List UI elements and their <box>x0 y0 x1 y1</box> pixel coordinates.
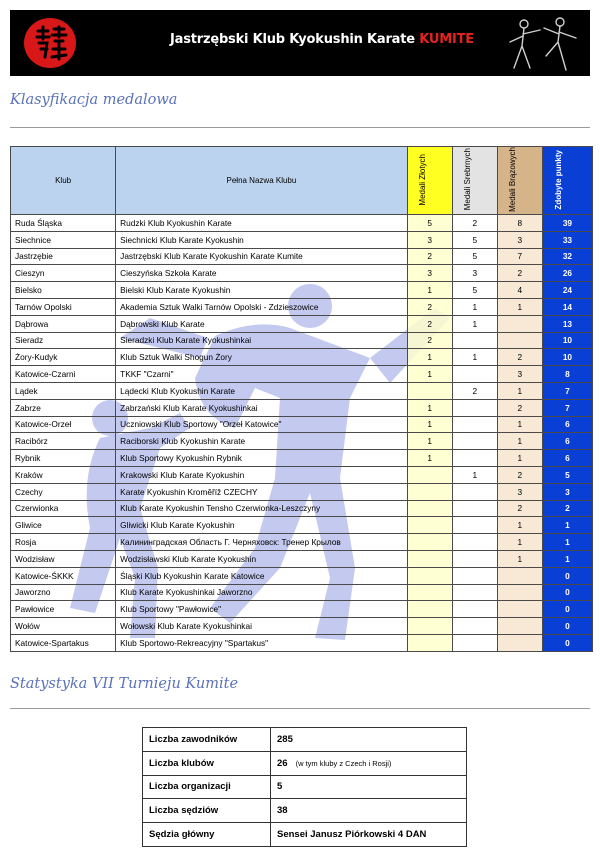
cell-club: Jastrzębie <box>11 248 116 265</box>
cell-bronze: 8 <box>497 215 542 232</box>
cell-club: Katowice-Czarni <box>11 366 116 383</box>
table-row <box>11 215 593 232</box>
cell-bronze <box>497 584 542 601</box>
cell-gold <box>407 517 452 534</box>
cell-bronze <box>497 332 542 349</box>
cell-club: Katowice-ŚKKK <box>11 567 116 584</box>
cell-full-name: Gliwicki Klub Karate Kyokushin <box>116 517 408 534</box>
stats-value: Sensei Janusz Piórkowski 4 DAN <box>277 829 427 841</box>
cell-full-name: Klub Sztuk Walki Shogun Żory <box>116 349 408 366</box>
cell-points: 24 <box>542 282 592 299</box>
table-row <box>11 416 593 433</box>
cell-silver <box>452 601 497 618</box>
cell-full-name: Lądecki Klub Kyokushin Karate <box>116 382 408 399</box>
table-row <box>11 315 593 332</box>
stats-row <box>143 799 467 823</box>
table-row <box>11 550 593 567</box>
table-row <box>11 618 593 635</box>
column-header-silver <box>452 147 497 215</box>
cell-bronze: 3 <box>497 231 542 248</box>
table-row <box>11 567 593 584</box>
cell-silver <box>452 584 497 601</box>
table-row <box>11 282 593 299</box>
cell-silver: 2 <box>452 215 497 232</box>
cell-gold: 1 <box>407 366 452 383</box>
cell-points: 6 <box>542 433 592 450</box>
cell-bronze: 1 <box>497 450 542 467</box>
table-row <box>11 601 593 618</box>
cell-points: 8 <box>542 366 592 383</box>
medal-table-header-row <box>11 147 593 215</box>
kyokushin-logo-icon <box>24 18 76 68</box>
column-header-points-label: Zdobyte punkty <box>554 149 564 210</box>
cell-full-name: Wodzisławski Klub Karate Kyokushin <box>116 550 408 567</box>
cell-bronze: 1 <box>497 298 542 315</box>
stats-label: Liczba sędziów <box>143 799 271 823</box>
cell-gold <box>407 534 452 551</box>
cell-full-name: TKKF "Czarni" <box>116 366 408 383</box>
cell-full-name: Zabrzański Klub Karate Kyokushinkai <box>116 399 408 416</box>
cell-gold: 3 <box>407 231 452 248</box>
section-divider <box>10 127 590 128</box>
cell-club: Katowice-Spartakus <box>11 634 116 651</box>
cell-silver <box>452 550 497 567</box>
medal-table-body <box>11 215 593 652</box>
cell-bronze <box>497 618 542 635</box>
table-row <box>11 450 593 467</box>
table-row <box>11 298 593 315</box>
cell-points: 1 <box>542 534 592 551</box>
cell-club: Wodzisław <box>11 550 116 567</box>
cell-full-name: Uczniowski Klub Sportowy "Orzeł Katowice" <box>116 416 408 433</box>
cell-gold: 1 <box>407 450 452 467</box>
cell-full-name: Rudzki Klub Kyokushin Karate <box>116 215 408 232</box>
stats-row <box>143 751 467 775</box>
cell-silver: 1 <box>452 466 497 483</box>
cell-bronze <box>497 567 542 584</box>
cell-bronze <box>497 634 542 651</box>
cell-club: Jaworzno <box>11 584 116 601</box>
cell-silver: 5 <box>452 282 497 299</box>
cell-gold <box>407 382 452 399</box>
cell-silver <box>452 399 497 416</box>
stats-row <box>143 823 467 847</box>
cell-bronze: 1 <box>497 517 542 534</box>
cell-full-name: Siechnicki Klub Karate Kyokushin <box>116 231 408 248</box>
cell-club: Pawłowice <box>11 601 116 618</box>
cell-silver: 1 <box>452 298 497 315</box>
stats-label: Liczba organizacji <box>143 775 271 799</box>
kanji-logo-glyph <box>30 23 70 63</box>
stats-value: 5 <box>277 781 283 793</box>
cell-club: Gliwice <box>11 517 116 534</box>
column-header-points <box>542 147 592 215</box>
table-row <box>11 399 593 416</box>
table-row <box>11 382 593 399</box>
cell-points: 13 <box>542 315 592 332</box>
stats-note: (w tym kluby z Czech i Rosji) <box>295 758 392 768</box>
cell-silver <box>452 534 497 551</box>
cell-silver <box>452 567 497 584</box>
stats-label: Liczba zawodników <box>143 728 271 752</box>
cell-silver: 5 <box>452 248 497 265</box>
cell-points: 10 <box>542 332 592 349</box>
cell-silver <box>452 618 497 635</box>
cell-points: 0 <box>542 584 592 601</box>
cell-gold: 1 <box>407 282 452 299</box>
cell-bronze: 1 <box>497 550 542 567</box>
table-row <box>11 466 593 483</box>
cell-bronze <box>497 601 542 618</box>
cell-points: 14 <box>542 298 592 315</box>
cell-club: Cieszyn <box>11 265 116 282</box>
table-row <box>11 248 593 265</box>
cell-gold <box>407 634 452 651</box>
stats-row <box>143 728 467 752</box>
cell-bronze: 1 <box>497 433 542 450</box>
column-header-gold <box>407 147 452 215</box>
cell-bronze: 7 <box>497 248 542 265</box>
cell-points: 2 <box>542 500 592 517</box>
cell-bronze: 2 <box>497 349 542 366</box>
cell-club: Tarnów Opolski <box>11 298 116 315</box>
stats-value: 285 <box>277 733 293 745</box>
cell-points: 0 <box>542 601 592 618</box>
fighters-silhouette-icon <box>500 12 584 74</box>
cell-points: 6 <box>542 416 592 433</box>
cell-full-name: Klub Sportowy "Pawłowice" <box>116 601 408 618</box>
table-row <box>11 584 593 601</box>
table-row <box>11 517 593 534</box>
banner-title-accent: KUMITE <box>419 32 474 47</box>
cell-full-name: Śląski Klub Kyokushin Karate Katowice <box>116 567 408 584</box>
cell-full-name: Klub Sportowy Kyokushin Rybnik <box>116 450 408 467</box>
cell-full-name: Klub Karate Kyokushin Tensho Czerwionka-Leszczyny <box>116 500 408 517</box>
cell-bronze: 2 <box>497 265 542 282</box>
column-header-silver-label: Medali Srebrnych <box>462 148 472 211</box>
cell-club: Rosja <box>11 534 116 551</box>
header-banner <box>10 10 590 76</box>
table-row <box>11 332 593 349</box>
table-row <box>11 534 593 551</box>
cell-gold: 5 <box>407 215 452 232</box>
cell-gold: 3 <box>407 265 452 282</box>
cell-club: Dąbrowa <box>11 315 116 332</box>
cell-gold <box>407 584 452 601</box>
medal-table <box>10 146 593 652</box>
cell-bronze: 1 <box>497 382 542 399</box>
table-row <box>11 265 593 282</box>
cell-points: 33 <box>542 231 592 248</box>
cell-gold: 1 <box>407 399 452 416</box>
table-row <box>11 366 593 383</box>
table-row <box>11 483 593 500</box>
cell-full-name: Raciborski Klub Kyokushin Karate <box>116 433 408 450</box>
cell-gold <box>407 483 452 500</box>
cell-club: Ruda Śląska <box>11 215 116 232</box>
cell-full-name: Cieszyńska Szkoła Karate <box>116 265 408 282</box>
cell-full-name: Jastrzębski Klub Karate Kyokushin Karate Kumite <box>116 248 408 265</box>
cell-club: Sieradz <box>11 332 116 349</box>
cell-bronze: 1 <box>497 534 542 551</box>
cell-club: Racibórz <box>11 433 116 450</box>
cell-points: 7 <box>542 399 592 416</box>
cell-club: Lądek <box>11 382 116 399</box>
cell-silver <box>452 634 497 651</box>
cell-silver <box>452 450 497 467</box>
cell-points: 3 <box>542 483 592 500</box>
cell-gold: 1 <box>407 416 452 433</box>
stats-value: 38 <box>277 805 288 817</box>
cell-club: Bielsko <box>11 282 116 299</box>
cell-full-name: Karate Kyokushin Kroměříž CZECHY <box>116 483 408 500</box>
cell-bronze: 1 <box>497 416 542 433</box>
cell-gold <box>407 618 452 635</box>
cell-club: Żory-Kudyk <box>11 349 116 366</box>
banner-title-main: Jastrzębski Klub Kyokushin Karate <box>170 32 415 47</box>
cell-points: 0 <box>542 618 592 635</box>
column-header-bronze <box>497 147 542 215</box>
cell-silver: 2 <box>452 382 497 399</box>
cell-gold: 2 <box>407 332 452 349</box>
stats-value-cell <box>271 799 467 823</box>
cell-club: Czerwionka <box>11 500 116 517</box>
table-row <box>11 500 593 517</box>
cell-full-name: Калининградская Область Г. Черняховск: Тренер Крылов <box>116 534 408 551</box>
cell-points: 39 <box>542 215 592 232</box>
cell-bronze: 3 <box>497 483 542 500</box>
cell-club: Kraków <box>11 466 116 483</box>
cell-points: 1 <box>542 517 592 534</box>
cell-full-name: Klub Karate Kyokushinkai Jaworzno <box>116 584 408 601</box>
table-row <box>11 231 593 248</box>
cell-gold <box>407 500 452 517</box>
cell-gold: 2 <box>407 315 452 332</box>
cell-points: 6 <box>542 450 592 467</box>
cell-bronze: 4 <box>497 282 542 299</box>
cell-points: 32 <box>542 248 592 265</box>
cell-full-name: Sieradzki Klub Karate Kyokushinkai <box>116 332 408 349</box>
cell-gold: 1 <box>407 349 452 366</box>
stats-label: Liczba klubów <box>143 751 271 775</box>
cell-club: Wołów <box>11 618 116 635</box>
cell-points: 1 <box>542 550 592 567</box>
cell-club: Czechy <box>11 483 116 500</box>
stats-value-cell <box>271 728 467 752</box>
cell-silver <box>452 483 497 500</box>
cell-full-name: Akademia Sztuk Walki Tarnów Opolski - Zdzieszowice <box>116 298 408 315</box>
stats-table-body <box>143 728 467 847</box>
cell-silver <box>452 416 497 433</box>
cell-bronze: 2 <box>497 466 542 483</box>
cell-points: 10 <box>542 349 592 366</box>
column-header-gold-label: Medali Złotych <box>417 153 427 206</box>
cell-bronze: 2 <box>497 500 542 517</box>
stats-value-cell <box>271 823 467 847</box>
cell-gold <box>407 567 452 584</box>
cell-full-name: Klub Sportowo-Rekreacyjny "Spartakus" <box>116 634 408 651</box>
cell-club: Rybnik <box>11 450 116 467</box>
stats-table <box>142 727 467 847</box>
cell-full-name: Dąbrowski Klub Karate <box>116 315 408 332</box>
cell-gold: 2 <box>407 298 452 315</box>
table-row <box>11 634 593 651</box>
table-row <box>11 433 593 450</box>
cell-silver: 3 <box>452 265 497 282</box>
section-divider <box>10 708 590 709</box>
cell-club: Siechnice <box>11 231 116 248</box>
cell-points: 7 <box>542 382 592 399</box>
cell-points: 0 <box>542 634 592 651</box>
cell-silver: 5 <box>452 231 497 248</box>
cell-silver <box>452 366 497 383</box>
cell-club: Katowice-Orzeł <box>11 416 116 433</box>
cell-gold <box>407 466 452 483</box>
column-header-club: Klub <box>11 147 116 215</box>
cell-bronze: 2 <box>497 399 542 416</box>
cell-full-name: Wołowski Klub Karate Kyokushinkai <box>116 618 408 635</box>
medal-section-title: Klasyfikacja medalowa <box>10 92 178 108</box>
cell-silver <box>452 500 497 517</box>
cell-gold: 1 <box>407 433 452 450</box>
column-header-full-name: Pełna Nazwa Klubu <box>116 147 408 215</box>
cell-points: 26 <box>542 265 592 282</box>
cell-bronze: 3 <box>497 366 542 383</box>
cell-gold <box>407 601 452 618</box>
cell-silver <box>452 433 497 450</box>
cell-gold <box>407 550 452 567</box>
cell-points: 0 <box>542 567 592 584</box>
cell-silver <box>452 517 497 534</box>
cell-bronze <box>497 315 542 332</box>
table-row <box>11 349 593 366</box>
cell-silver: 1 <box>452 315 497 332</box>
cell-gold: 2 <box>407 248 452 265</box>
cell-club: Zabrze <box>11 399 116 416</box>
cell-full-name: Krakowski Klub Karate Kyokushin <box>116 466 408 483</box>
stats-value: 26 <box>277 757 288 769</box>
cell-full-name: Bielski Klub Karate Kyokushin <box>116 282 408 299</box>
stats-row <box>143 775 467 799</box>
cell-silver <box>452 332 497 349</box>
banner-title <box>170 32 474 47</box>
stats-value-cell <box>271 775 467 799</box>
stats-label: Sędzia główny <box>143 823 271 847</box>
column-header-bronze-label: Medali Brązowych <box>507 147 517 212</box>
cell-points: 5 <box>542 466 592 483</box>
stats-section-title: Statystyka VII Turnieju Kumite <box>10 676 239 692</box>
cell-silver: 1 <box>452 349 497 366</box>
stats-value-cell <box>271 751 467 775</box>
